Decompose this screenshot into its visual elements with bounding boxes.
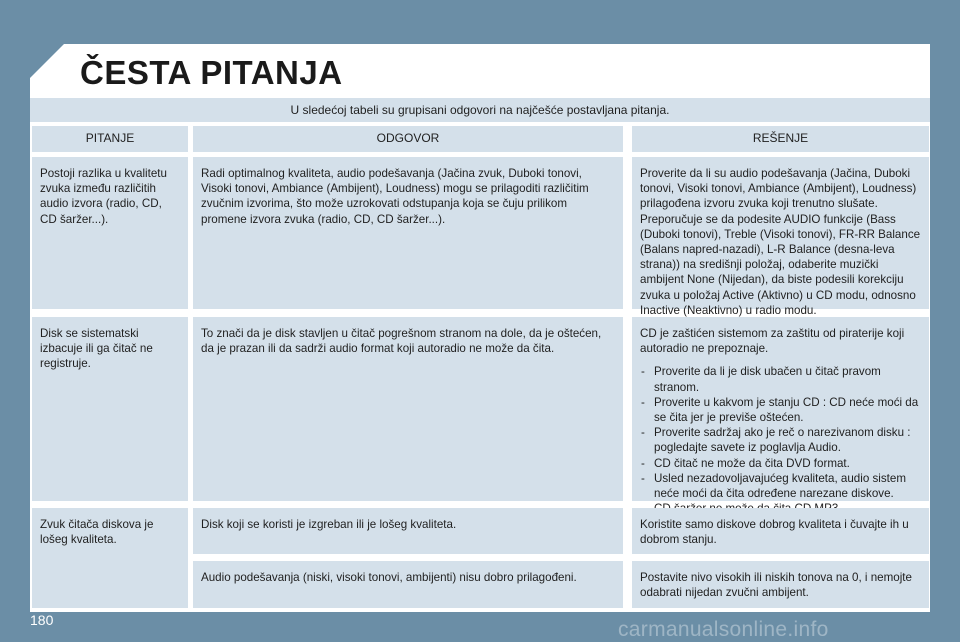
row1-answer: Radi optimalnog kvaliteta, audio podešavanja (Jačina zvuk, Duboki tonovi, Visoki tonovi, Ambiance (Ambijent), Loudness) mogu se prilagoditi različitim zvučnim izvorima, što može uzrokovati odstupanja koja se čuju prilikom promene izvora zvuka (radio, CD, CD šaržer...). xyxy=(193,157,623,309)
row3-answer-a: Disk koji se koristi je izgreban ili je lošeg kvaliteta. xyxy=(193,508,623,554)
watermark-text: carmanualsonline.info xyxy=(618,618,829,641)
header-solution: REŠENJE xyxy=(632,126,929,152)
list-item: - Proverite da li je disk ubačen u čitač pravom stranom. xyxy=(640,364,921,394)
row3-question: Zvuk čitača diskova je lošeg kvaliteta. xyxy=(32,508,188,608)
list-item: - Usled nezadovoljavajućeg kvaliteta, audio sistem neće moći da čita određene narezane diskove. xyxy=(640,471,921,501)
row2-question: Disk se sistematski izbacuje ili ga čitač ne registruje. xyxy=(32,317,188,501)
row3-solution-b: Postavite nivo visokih ili niskih tonova na 0, i nemojte odabrati nijedan zvučni ambijent. xyxy=(632,561,929,608)
header-answer: ODGOVOR xyxy=(193,126,623,152)
page-title: ČESTA PITANJA xyxy=(80,54,343,91)
list-item: - Proverite sadržaj ako je reč o narezivanom disku : pogledajte savete iz poglavlja Audio. xyxy=(640,425,921,455)
row1-question: Postoji razlika u kvalitetu zvuka između različitih audio izvora (radio, CD, CD šaržer...). xyxy=(32,157,188,309)
subtitle-text: U sledećoj tabeli su grupisani odgovori na najčešće postavljana pitanja. xyxy=(290,103,670,117)
header-question: PITANJE xyxy=(32,126,188,152)
row2-solution xyxy=(632,317,929,501)
list-item: - CD čitač ne može da čita DVD format. xyxy=(640,456,921,471)
row2-solution-list xyxy=(640,364,921,516)
subtitle-bar xyxy=(30,98,930,122)
row2-answer: To znači da je disk stavljen u čitač pogrešnom stranom na dole, da je oštećen, da je prazan ili da sadrži audio format koji autoradio ne može da čita. xyxy=(193,317,623,501)
row2-solution-intro: CD je zaštićen sistemom za zaštitu od piraterije koji autoradio ne prepoznaje. xyxy=(640,327,905,356)
page-number: 180 xyxy=(30,612,54,628)
row3-answer-b: Audio podešavanja (niski, visoki tonovi, ambijenti) nisu dobro prilagođeni. xyxy=(193,561,623,608)
row1-solution: Proverite da li su audio podešavanja (Jačina, Duboki tonovi, Visoki tonovi, Ambiance (Ambijent), Loudness) prilagođena izvoru zvuka koji trenutno slušate. Preporučuje se da podesite AUDIO funkcije (Bass (Duboki tonovi), Treble (Visoki tonovi), FR-RR Balance (Balans napred-nazadi), L-R Balance (desna-leva strana)) na središnji položaj, odaberite muzički ambijent None (Nijedan), da biste podesili korekciju zvuka u položaj Active (Aktivno) u CD modu, odnosno Inactive (Neaktivno) u radio modu. xyxy=(632,157,929,309)
row3-solution-a: Koristite samo diskove dobrog kvaliteta i čuvajte ih u dobrom stanju. xyxy=(632,508,929,554)
list-item: - Proverite u kakvom je stanju CD : CD neće moći da se čita jer je previše oštećen. xyxy=(640,395,921,425)
